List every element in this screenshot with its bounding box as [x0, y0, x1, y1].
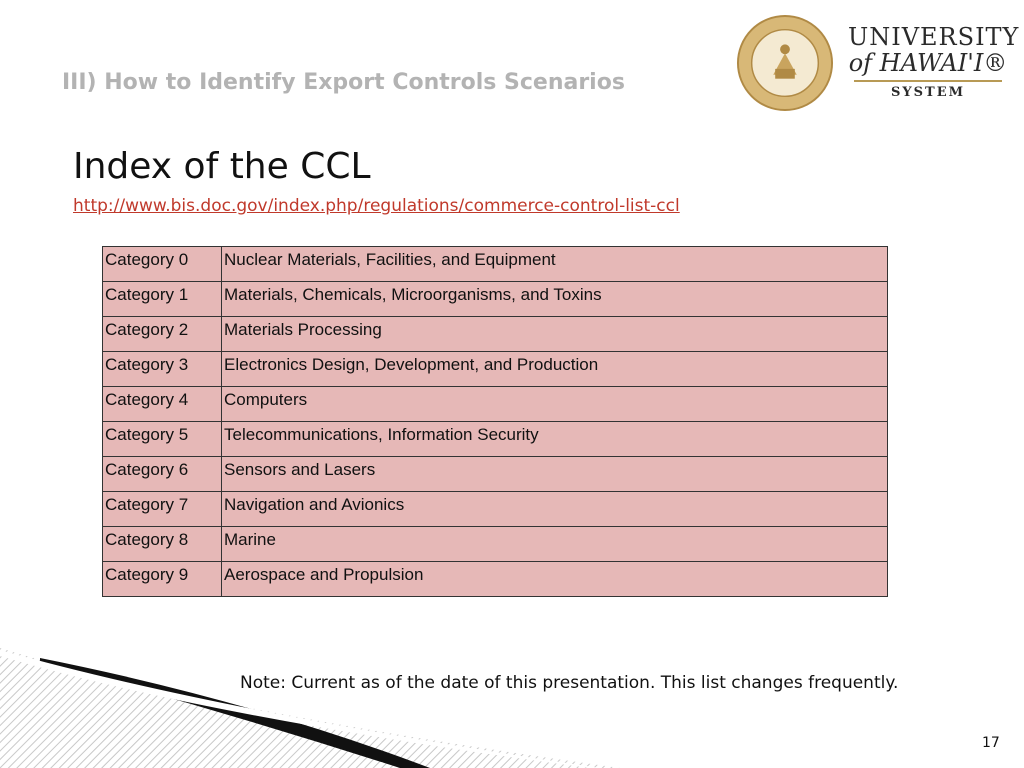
description-cell: Materials Processing — [222, 317, 888, 352]
university-logo — [736, 14, 1020, 114]
logo-wordmark — [848, 23, 1020, 100]
logo-line-3: SYSTEM — [890, 85, 966, 100]
ccl-table — [102, 246, 888, 597]
table-row — [103, 352, 888, 387]
description-cell: Nuclear Materials, Facilities, and Equipment — [222, 247, 888, 282]
table-row — [103, 527, 888, 562]
category-cell: Category 6 — [103, 457, 222, 492]
description-cell: Navigation and Avionics — [222, 492, 888, 527]
category-cell: Category 9 — [103, 562, 222, 597]
description-cell: Marine — [222, 527, 888, 562]
table-row — [103, 317, 888, 352]
table-row — [103, 562, 888, 597]
table-row — [103, 457, 888, 492]
category-cell: Category 1 — [103, 282, 222, 317]
page-number: 17 — [982, 735, 1000, 751]
description-cell: Aerospace and Propulsion — [222, 562, 888, 597]
category-cell: Category 4 — [103, 387, 222, 422]
category-cell: Category 5 — [103, 422, 222, 457]
description-cell: Computers — [222, 387, 888, 422]
university-seal-icon — [736, 14, 834, 112]
note-text: Note: Current as of the date of this presentation. This list changes frequently. — [240, 673, 899, 693]
table-row — [103, 282, 888, 317]
category-cell: Category 3 — [103, 352, 222, 387]
table-row — [103, 247, 888, 282]
logo-line-1: UNIVERSITY — [848, 23, 1020, 51]
category-cell: Category 0 — [103, 247, 222, 282]
decorative-swoosh — [0, 640, 620, 768]
logo-divider — [854, 80, 1002, 82]
description-cell: Electronics Design, Development, and Production — [222, 352, 888, 387]
section-title: III) How to Identify Export Controls Scenarios — [62, 70, 625, 95]
ccl-link[interactable]: http://www.bis.doc.gov/index.php/regulations/commerce-control-list-ccl — [73, 196, 680, 216]
description-cell: Materials, Chemicals, Microorganisms, and Toxins — [222, 282, 888, 317]
category-cell: Category 7 — [103, 492, 222, 527]
category-cell: Category 2 — [103, 317, 222, 352]
table-row — [103, 492, 888, 527]
table-row — [103, 422, 888, 457]
page-title: Index of the CCL — [73, 146, 371, 187]
description-cell: Telecommunications, Information Security — [222, 422, 888, 457]
table-row — [103, 387, 888, 422]
logo-line-2: of HAWAI'I® — [848, 49, 1008, 77]
category-cell: Category 8 — [103, 527, 222, 562]
description-cell: Sensors and Lasers — [222, 457, 888, 492]
